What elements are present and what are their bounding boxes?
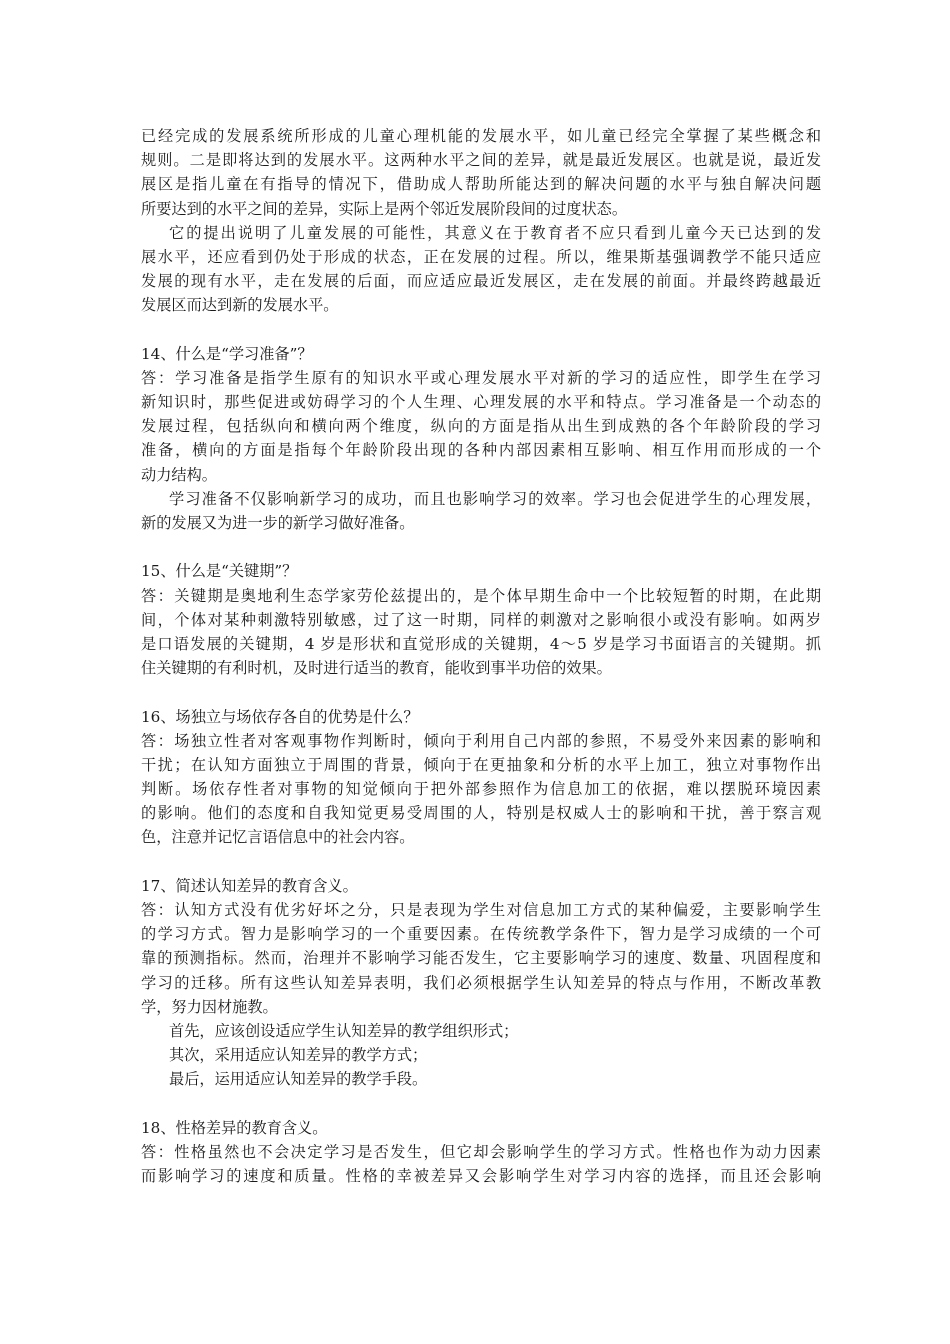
paragraph: [141, 124, 821, 221]
text-line: 发展过程，包括纵向和横向两个维度，纵向的方面是指从出生到成熟的各个年龄阶段的学习: [141, 417, 821, 436]
paragraph: [141, 1019, 821, 1043]
text-line: 判断。场依存性者对事物的知觉倾向于把外部参照作为信息加工的依据，难以摆脱环境因素: [141, 780, 821, 799]
text-line: 干扰；在认知方面独立于周围的背景，倾向于在更抽象和分析的水平上加工，独立对事物作出: [141, 755, 821, 774]
answer-paragraph: [141, 584, 821, 681]
text-line: 的学习方式。智力是影响学习的一个重要因素。在传统教学条件下，智力是学习成绩的一个可: [141, 925, 821, 944]
text-line: 它的提出说明了儿童发展的可能性，其意义在于教育者不应只看到儿童今天已达到的发: [169, 223, 821, 242]
text-line: 发展的现有水平，走在发展的后面，而应适应最近发展区，走在发展的前面。并最终跨越最近: [141, 272, 821, 291]
text-line: 而影响学习的速度和质量。性格的幸被差异又会影响学生对学习内容的选择，而且还会影响: [141, 1167, 821, 1186]
text-line: 准备，横向的方面是指每个年龄阶段出现的各种内部因素相互影响、相互作用而形成的一个: [141, 441, 821, 460]
text-line: 答：性格虽然也不会决定学习是否发生，但它却会影响学生的学习方式。性格也作为动力因素: [141, 1142, 821, 1161]
paragraph: [141, 1043, 821, 1067]
text-line: 的影响。他们的态度和自我知觉更易受周围的人，特别是权威人士的影响和干扰，善于察言观: [141, 804, 821, 823]
section-spacer: [141, 680, 821, 704]
text-line: 展水平，还应看到仍处于形成的状态，正在发展的过程。所以，维果斯基强调教学不能只适应: [141, 247, 821, 266]
question-heading: 15、什么是“关键期”？: [141, 562, 298, 581]
text-line: 学，努力因材施教。: [141, 997, 278, 1016]
text-line: 所要达到的水平之间的差异，实际上是两个邻近发展阶段间的过度状态。: [141, 199, 627, 218]
section-q16: [141, 705, 821, 850]
question-heading: 18、性格差异的教育含义。: [141, 1118, 328, 1137]
text-line: 新的发展又为进一步的新学习做好准备。: [141, 514, 415, 532]
text-line: 答：认知方式没有优劣好坏之分，只是表现为学生对信息加工方式的某种偏爱，主要影响学生: [141, 901, 821, 919]
section-spacer: [141, 318, 821, 342]
question-heading: 14、什么是“学习准备”？: [141, 344, 313, 363]
answer-paragraph: [141, 898, 821, 1019]
text-line: 学习准备不仅影响新学习的成功，而且也影响学习的效率。学习也会促进学生的心理发展，: [169, 489, 821, 508]
text-line: 靠的预测指标。然而，治理并不影响学习能否发生，它主要影响学习的速度、数量、巩固程度和: [141, 949, 821, 968]
section-q15: [141, 559, 821, 680]
text-line: 规则。二是即将达到的发展水平。这两种水平之间的差异，就是最近发展区。也就是说，最近发: [141, 151, 821, 170]
answer-paragraph: [141, 1140, 821, 1188]
text-line: 首先，应该创设适应学生认知差异的教学组织形式；: [169, 1021, 519, 1040]
paragraph: [141, 221, 821, 318]
text-line: 是口语发展的关键期，4 岁是形状和直觉形成的关键期，4～5 岁是学习书面语言的关键期。抓: [141, 634, 821, 653]
document-page: [141, 124, 821, 1188]
text-line: 展区是指儿童在有指导的情况下，借助成人帮助所能达到的解决问题的水平与独自解决问题: [141, 175, 821, 194]
text-line: 动力结构。: [141, 465, 217, 484]
section-spacer: [141, 535, 821, 559]
text-line: 已经完成的发展系统所形成的儿童心理机能的发展水平，如儿童已经完全掌握了某些概念和: [141, 127, 821, 145]
text-line: 答：场独立性者对客观事物作判断时，倾向于利用自己内部的参照，不易受外来因素的影响和: [141, 731, 821, 750]
text-line: 间，个体对某种刺激特别敏感，过了这一时期，同样的刺激对之影响很小或没有影响。如两岁: [141, 610, 821, 629]
paragraph: [141, 1067, 821, 1091]
text-line: 最后，运用适应认知差异的教学手段。: [169, 1070, 428, 1089]
text-line: 答：学习准备是指学生原有的知识水平或心理发展水平对新的学习的适应性，即学生在学习: [141, 368, 821, 387]
question-heading: 17、简述认知差异的教育含义。: [141, 876, 358, 895]
section-q14: [141, 342, 821, 536]
text-line: 新知识时，那些促进或妨碍学习的个人生理、心理发展的水平和特点。学习准备是一个动态的: [141, 393, 821, 412]
answer-paragraph: [141, 366, 821, 487]
section-intro: [141, 124, 821, 318]
text-line: 色，注意并记忆言语信息中的社会内容。: [141, 828, 415, 847]
answer-paragraph: [141, 729, 821, 850]
section-q17: [141, 874, 821, 1092]
text-line: 学习的迁移。所有这些认知差异表明，我们必须根据学生认知差异的特点与作用，不断改革教: [141, 973, 821, 992]
question-heading: 16、场独立与场依存各自的优势是什么？: [141, 707, 419, 726]
section-spacer: [141, 1092, 821, 1116]
section-q18: [141, 1116, 821, 1189]
text-line: 住关键期的有利时机，及时进行适当的教育，能收到事半功倍的效果。: [141, 659, 612, 678]
text-line: 发展区而达到新的发展水平。: [141, 296, 339, 315]
paragraph: [141, 487, 821, 535]
section-spacer: [141, 850, 821, 874]
text-line: 其次，采用适应认知差异的教学方式；: [169, 1046, 428, 1065]
text-line: 答：关键期是奥地利生态学家劳伦兹提出的，是个体早期生命中一个比较短暂的时期，在此期: [141, 586, 821, 605]
